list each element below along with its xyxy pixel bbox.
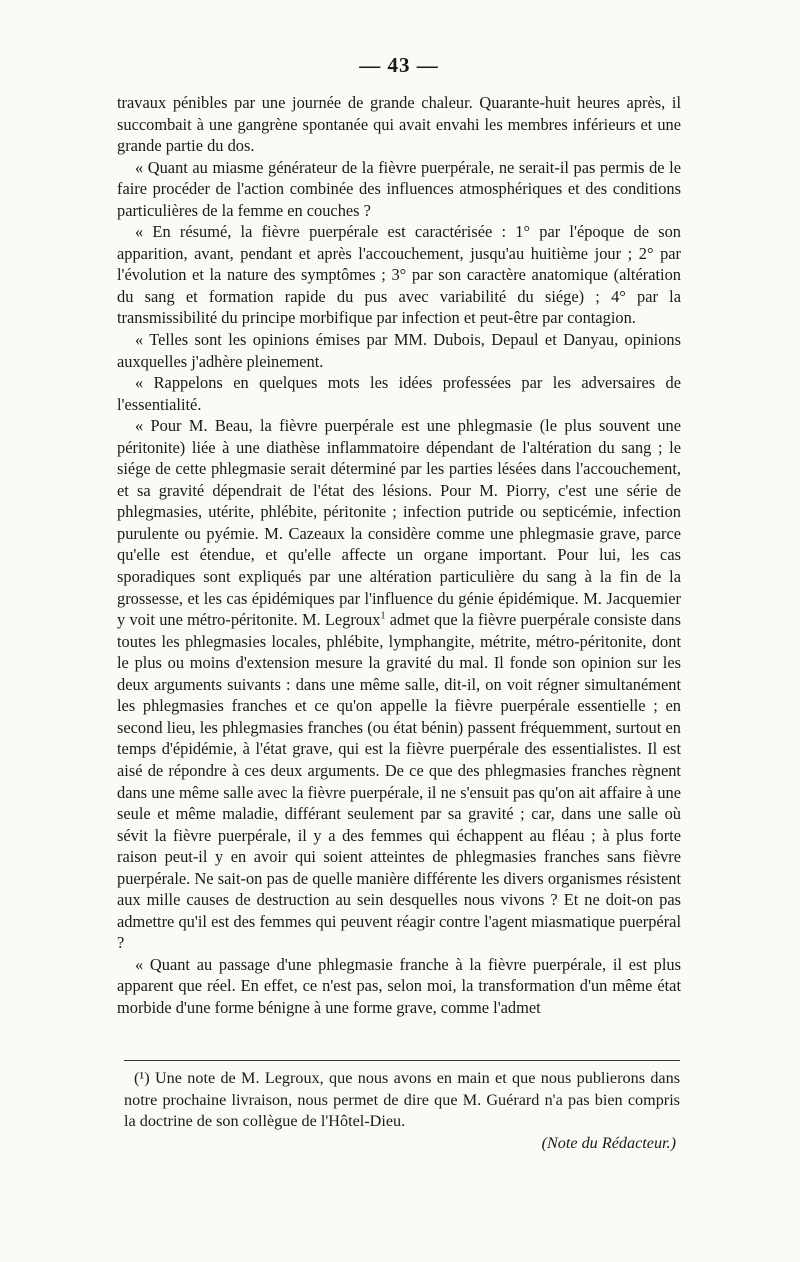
paragraph-opinions: « Telles sont les opinions émises par MM. Dubois, Depaul et Danyau, opinions auxquelles j'adhère pleinement. (117, 330, 681, 371)
footnote-text: (¹) Une note de M. Legroux, que nous avons en main et que nous publierons dans notre prochaine livraison, nous permet de dire que M. Guérard n'a pas bien compris la doctrine de son collègue de l'Hôtel-Dieu. (124, 1069, 680, 1130)
page-number: — 43 — (359, 53, 439, 77)
footnote-divider (124, 1060, 680, 1061)
paragraph-continuation: travaux pénibles par une journée de grande chaleur. Quarante-huit heures après, il succombait à une gangrène spontanée qui avait envahi les membres inférieurs et une grande partie du dos. (117, 93, 681, 156)
footnote-reference: 1 (380, 610, 386, 622)
paragraph-passage: « Quant au passage d'une phlegmasie franche à la fièvre puerpérale, il est plus apparent que réel. En effet, ce n'est pas, selon moi, la transformation d'un même état morbide d'une forme bénigne à une forme grave, comme l'admet (117, 954, 681, 1017)
paragraph-beau (117, 415, 681, 954)
paragraph-legroux-text: admet que la fièvre puerpérale consiste dans toutes les phlegmasies locales, phlébite, lymphangite, métrite, métro-péritonite, dont le plus ou moins d'extension mesure la gravité du mal. Il fonde son opinion sur les deux arguments suivants : dans une même salle, dit-il, on voit régner simultanément les phlegmasies franches et ce qu'on appelle la fièvre puerpérale essentielle ; en second lieu, les phlegmasies franches (ou état bénin) passent fréquemment, surtout en temps d'épidémie, à l'état grave, qui est la fièvre puerpérale des essentialistes. Il est aisé de répondre à ces deux arguments. De ce que des phlegmasies franches règnent dans une même salle avec la fièvre puerpérale, il ne s'ensuit pas qu'on ait affaire à une seule et même maladie, différant seulement par sa gravité ; car, dans une salle où sévit la fièvre puerpérale, il y a des femmes qui échappent au fléau ; à plus forte raison peut-il y en avoir qui soient atteintes de phlegmasies franches sans fièvre puerpérale. Ne sait-on pas de quelle manière différente les divers organismes résistent aux mille causes de destruction au sein desquelles nous vivons ? Et ne doit-on pas admettre qu'il est des femmes qui peuvent réagir contre l'agent miasmatique puerpéral ? (117, 610, 681, 953)
paragraph-resume: « En résumé, la fièvre puerpérale est caractérisée : 1° par l'époque de son apparition, avant, pendant et après l'accouchement, jusqu'au huitième jour ; 2° par l'évolution et la nature des symptômes ; 3° par son caractère anatomique (altération du sang et formation rapide du pus avec variabilité du siége) ; 4° par la transmissibilité du principe morbifique par infection et peut-être par contagion. (117, 222, 681, 328)
paragraph-miasme: « Quant au miasme générateur de la fièvre puerpérale, ne serait-il pas permis de le faire procéder de l'action combinée des influences atmosphériques et des conditions particulières de la femme en couches ? (117, 157, 681, 220)
footnote-signature: (Note du Rédacteur.) (541, 1133, 676, 1152)
paragraph-beau-text: « Pour M. Beau, la fièvre puerpérale est une phlegmasie (le plus souvent une péritonite) liée à une diathèse inflammatoire dépendant de l'altération du sang ; le siége de cette phlegmasie serait déterminé par les parties lésées dans l'accouchement, et sa gravité dépendrait de l'état des lésions. Pour M. Piorry, c'est une série de phlegmasies, utérite, phlébite, péritonite ; infection putride ou septicémie, infection purulente ou pyémie. M. Cazeaux la considère comme une phlegmasie grave, parce qu'elle est étendue, et qu'elle affecte un organe important. Pour lui, les cas sporadiques sont expliqués par une altération particulière du sang à la fin de la grossesse, et les cas épidémiques par l'influence du génie épidémique. M. Jacquemier y voit une métro-péritonite. M. Legroux (117, 416, 681, 630)
paragraph-adversaires: « Rappelons en quelques mots les idées professées par les adversaires de l'essentialité. (117, 373, 681, 414)
footnote (124, 1068, 680, 1154)
document-page (117, 50, 681, 1019)
body-text (117, 92, 681, 1019)
